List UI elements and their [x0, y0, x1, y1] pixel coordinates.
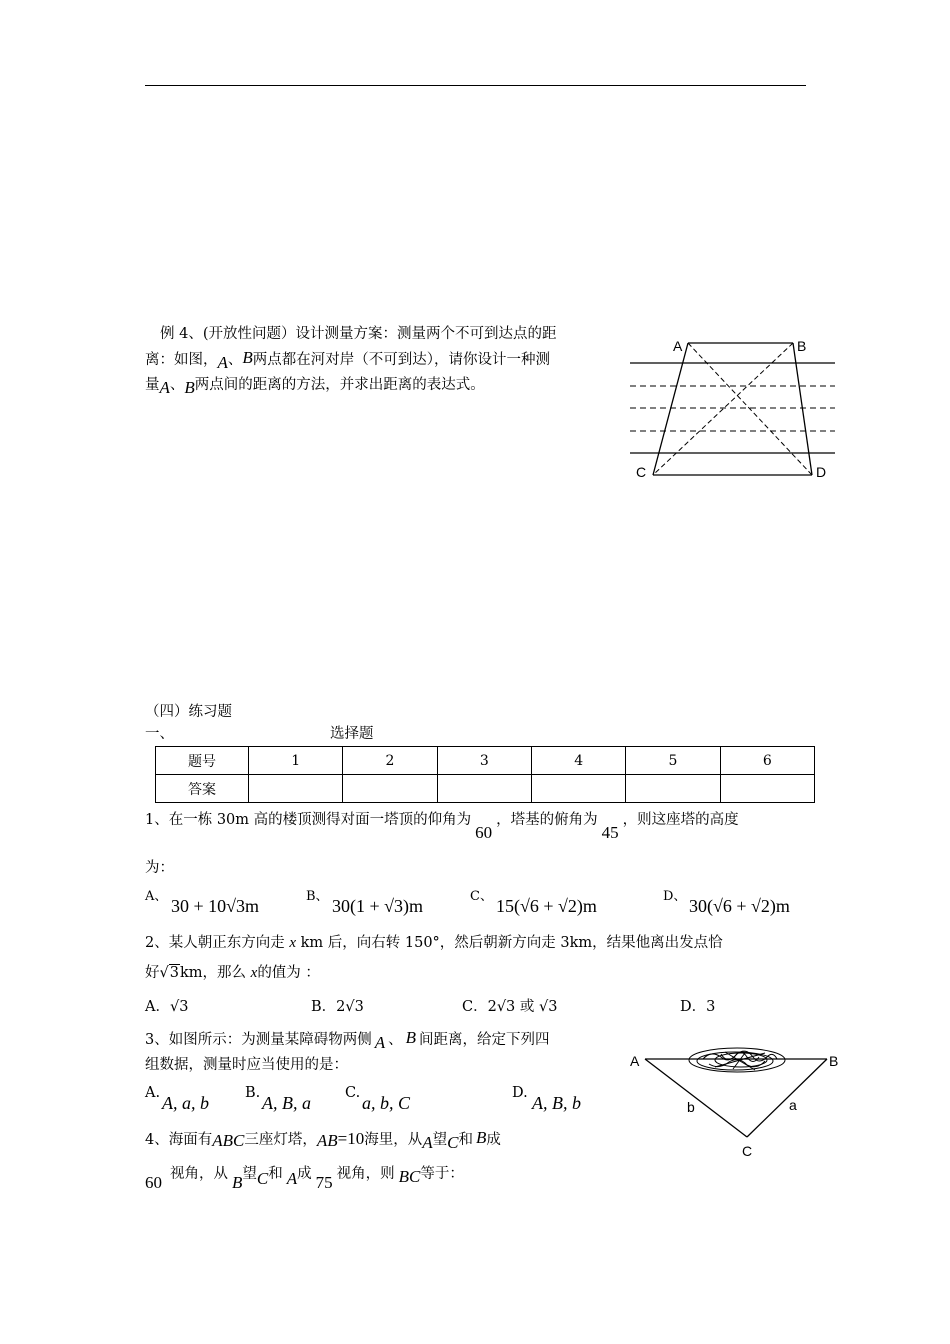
fig-label-b: B — [797, 338, 807, 354]
point-b-label: B — [242, 348, 253, 367]
q2-text: km，那么 — [179, 965, 247, 981]
q4-text: 三座灯塔， — [244, 1132, 317, 1148]
q2-variable-x: x — [250, 965, 258, 981]
answer-cell[interactable] — [343, 775, 437, 803]
q4-text: 成 — [297, 1166, 312, 1182]
table-row — [156, 747, 815, 775]
q1-option-c[interactable]: 15(√6 + √2)m — [496, 896, 597, 916]
point-b-label: B — [405, 1028, 417, 1047]
q1-option-b[interactable]: 30(1 + √3)m — [332, 896, 424, 916]
q3-option-b[interactable]: A, B, a — [262, 1093, 311, 1113]
example4-line2-end: 两点都在河对岸（不可到达），请你设计一种测 — [252, 352, 551, 368]
sqrt3-expression: √3 — [159, 965, 179, 981]
answer-cell[interactable] — [531, 775, 625, 803]
example4-line1-text: 例 4、(开放性问题）设计测量方案：测量两个不可到达点的距 — [160, 326, 557, 342]
example4-line3-end: 两点间的距离的方法，并求出距离的表达式。 — [194, 377, 485, 393]
q3-option-a[interactable]: A, a, b — [162, 1093, 209, 1113]
q4-text: 望 — [242, 1166, 257, 1182]
q1-option-d[interactable]: 30(√6 + √2)m — [689, 896, 790, 916]
answer-cell[interactable] — [437, 775, 531, 803]
table-header-cell: 题号 — [156, 747, 249, 775]
q4-abc: ABC — [212, 1131, 245, 1150]
fig-label-c: C — [742, 1143, 753, 1159]
q4-angle-1: 60 — [145, 1173, 162, 1192]
separator: 、 — [169, 377, 185, 393]
q3-option-c[interactable]: a, b, C — [362, 1093, 411, 1113]
q1-option-d-label: D、 — [663, 889, 687, 904]
table-cell: 4 — [531, 747, 625, 775]
q2-text: 的值为 ： — [257, 965, 320, 981]
q2-option-b[interactable]: B．2√3 — [311, 999, 364, 1015]
example4-line1 — [160, 323, 557, 345]
q4-text: 视角，从 — [170, 1166, 228, 1182]
q4-line2 — [145, 1162, 464, 1192]
example4-line3-start: 量 — [145, 377, 160, 393]
q4-text: 4、海面有 — [145, 1132, 213, 1148]
answer-cell[interactable] — [626, 775, 720, 803]
point-a-label: A — [217, 353, 228, 372]
q2-text: 2、某人朝正东方向走 — [145, 935, 285, 951]
q4-text: 和 — [458, 1132, 473, 1148]
q4-text: 望 — [432, 1132, 448, 1148]
q3-text: 3、如图所示：为测量某障碍物两侧 — [145, 1032, 372, 1048]
q3-option-a-label: A. — [145, 1085, 161, 1101]
point-b-label: B — [475, 1128, 487, 1147]
q1-option-c-label: C、 — [470, 889, 493, 904]
point-b-label: B — [184, 378, 195, 397]
q2-line1 — [145, 932, 723, 954]
q2-variable-x: x — [289, 935, 297, 951]
q4-line1 — [145, 1128, 501, 1151]
q1-text: ，塔基的俯角为 — [496, 812, 598, 828]
q1-angle-elevation: 60 — [475, 823, 493, 842]
table-cell: 2 — [343, 747, 437, 775]
answer-cell[interactable] — [720, 775, 814, 803]
q2-text: 好 — [145, 965, 160, 981]
q1-option-b-label: B、 — [306, 889, 329, 904]
fig-label-b: B — [829, 1053, 839, 1069]
q3-option-d-label: D. — [512, 1085, 528, 1101]
q3-text: 间距离，给定下列四 — [419, 1032, 550, 1048]
q1-line2: 为： — [145, 860, 174, 876]
fig-label-c: C — [636, 464, 647, 480]
river-figure — [625, 335, 840, 485]
table-cell: 6 — [720, 747, 814, 775]
q1-angle-depression: 45 — [601, 823, 619, 842]
q2-option-c[interactable]: C．2√3 或 √3 — [462, 999, 558, 1015]
fig-label-a: A — [630, 1053, 640, 1069]
separator: 、 — [227, 352, 243, 368]
section-number: 一、 — [145, 726, 174, 742]
q4-text: 视角，则 — [336, 1166, 395, 1182]
q4-ab: AB — [316, 1131, 338, 1150]
example4-line3 — [145, 373, 485, 396]
answer-table — [155, 746, 815, 803]
answer-cell[interactable] — [249, 775, 343, 803]
q3-option-b-label: B. — [245, 1085, 261, 1101]
q4-bc: BC — [398, 1167, 421, 1186]
q2-text: km 后，向右转 150°，然后朝新方向走 3km，结果他离出发点恰 — [300, 935, 723, 951]
q3-option-c-label: C. — [345, 1085, 361, 1101]
example4-line2 — [145, 348, 550, 371]
table-row — [156, 775, 815, 803]
q3-line1 — [145, 1028, 550, 1051]
point-a-label: A — [286, 1169, 298, 1188]
practice-heading: （四）练习题 — [145, 704, 232, 720]
obstacle-figure — [625, 1042, 845, 1160]
q3-line2: 组数据，测量时应当使用的是： — [145, 1057, 348, 1073]
q2-line2 — [145, 962, 320, 984]
q2-option-a[interactable]: A．√3 — [145, 999, 189, 1015]
q2-option-d[interactable]: D．3 — [680, 999, 716, 1015]
q4-text: 等于： — [420, 1166, 464, 1182]
point-c-label: C — [447, 1133, 459, 1152]
q4-text: 成 — [486, 1132, 501, 1148]
q4-text: 和 — [268, 1166, 283, 1182]
point-a-label: A — [159, 378, 170, 397]
separator: 、 — [388, 1032, 403, 1048]
table-cell: 1 — [249, 747, 343, 775]
example4-line2-start: 离：如图， — [145, 352, 218, 368]
table-header-cell: 答案 — [156, 775, 249, 803]
q1-option-a-label: A、 — [145, 889, 168, 904]
q1-option-a[interactable]: 30 + 10√3m — [171, 896, 260, 916]
fig-label-d: D — [816, 464, 827, 480]
fig-label-a-side: a — [789, 1097, 797, 1113]
header-rule — [145, 85, 806, 86]
table-cell: 5 — [626, 747, 720, 775]
point-a-label: A — [422, 1133, 433, 1152]
fig-label-b-side: b — [687, 1099, 695, 1115]
fig-label-a: A — [673, 338, 683, 354]
point-a-label: A — [374, 1033, 386, 1052]
q4-eq: =10 — [337, 1129, 365, 1148]
point-c-label: C — [256, 1169, 269, 1188]
q1-line1 — [145, 808, 739, 842]
q1-text: 1、在一栋 30m 高的楼顶测得对面一塔顶的仰角为 — [145, 812, 472, 828]
q1-text: ，则这座塔的高度 — [622, 812, 739, 828]
q4-angle-2: 75 — [315, 1173, 333, 1192]
point-b-label: B — [232, 1173, 243, 1192]
table-cell: 3 — [437, 747, 531, 775]
section-title: 选择题 — [330, 726, 374, 742]
q3-option-d[interactable]: A, B, b — [532, 1093, 581, 1113]
q4-text: 海里，从 — [364, 1132, 423, 1148]
obstacle-scribble — [689, 1048, 785, 1072]
